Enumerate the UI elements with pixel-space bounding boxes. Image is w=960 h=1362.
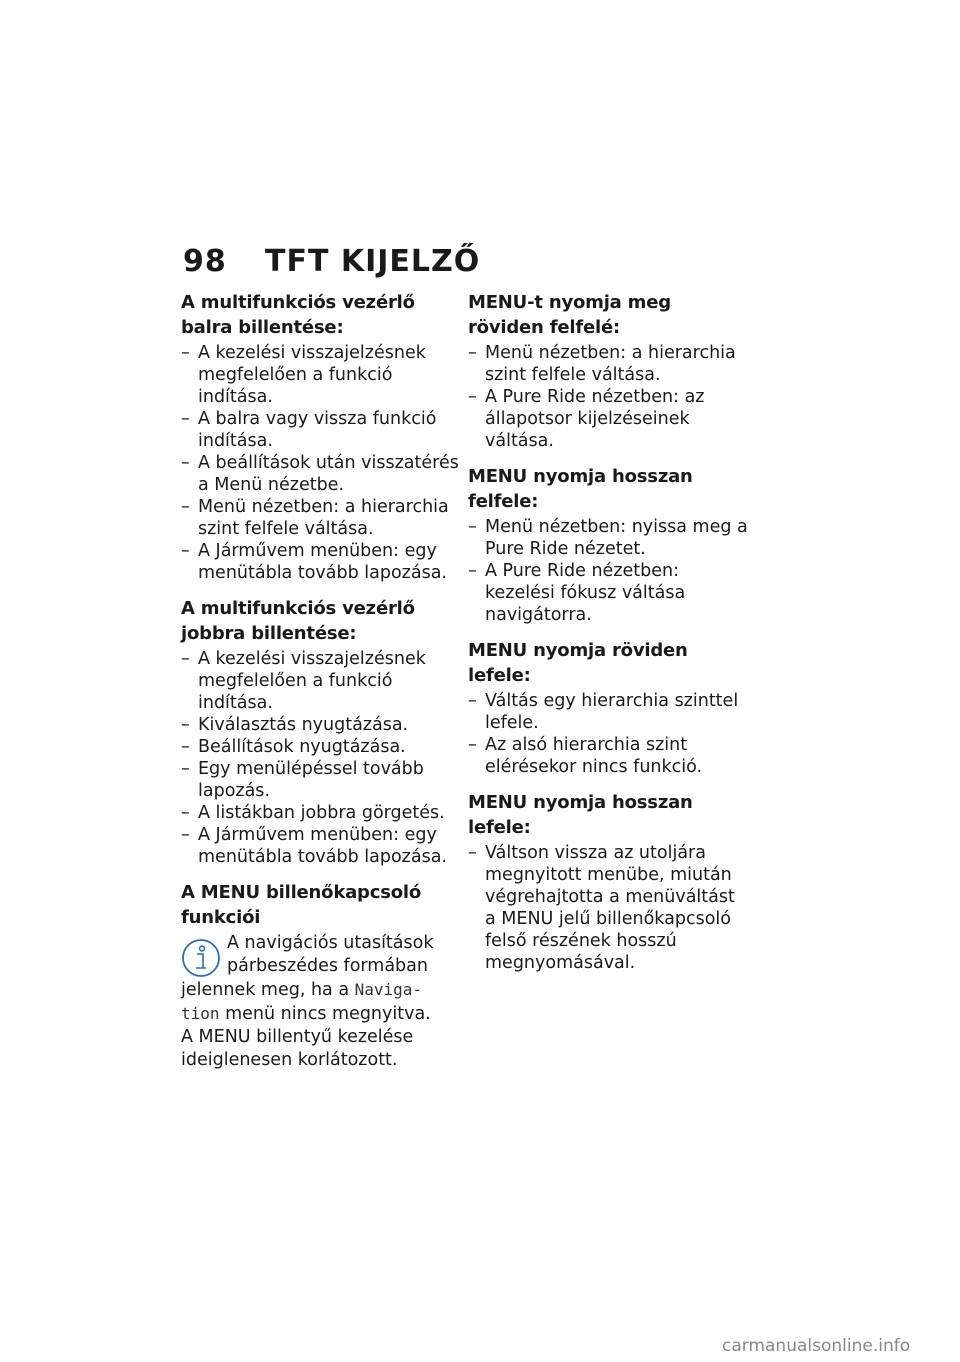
menu-restriction-text: A MENU billentyű kezelése ideiglenesen korlátozott. [181, 1027, 414, 1070]
list-item: – Az alsó hierarchia szint elérésekor nincs funkció. [468, 735, 703, 777]
list-item: – A kezelési visszajelzésnek megfelelően a funkció indítása. [181, 343, 426, 407]
bullet-list [181, 648, 461, 868]
page-number: 98 [183, 244, 227, 279]
section-menu-functions [181, 880, 461, 1072]
page-header [183, 244, 480, 280]
list-item: – Kiválasztás nyugtázása. [181, 715, 409, 735]
section-menu-long-down [468, 790, 748, 974]
bullet-list [468, 342, 748, 452]
section-heading: MENU nyomja röviden lefele: [468, 640, 688, 686]
list-item: – A listákban jobbra görgetés. [181, 803, 445, 823]
info-icon [181, 938, 221, 978]
right-column [468, 290, 748, 986]
list-item: – Váltson vissza az utoljára megnyitott menübe, miután végrehajtotta a menüváltást a MENU jelű billenőkapcsoló felső részének hosszú megnyomásával. [468, 843, 735, 973]
page-title: TFT KIJELZŐ [265, 244, 481, 279]
bullet-list [181, 342, 461, 584]
section-right-tilt [181, 596, 461, 868]
watermark: carmanualsonline.info [722, 1336, 911, 1356]
section-left-tilt [181, 290, 461, 584]
list-item: – Váltás egy hierarchia szinttel lefele. [468, 691, 739, 733]
section-heading: MENU nyomja hosszan felfele: [468, 466, 693, 512]
section-heading: A multifunkciós vezérlő balra billentése: [181, 292, 415, 338]
list-item: – A kezelési visszajelzésnek megfelelően a funkció indítása. [181, 649, 426, 713]
list-item: – A beállítások után visszatérés a Menü nézetbe. [181, 453, 459, 495]
section-menu-short-down [468, 638, 748, 778]
section-heading: MENU-t nyomja meg röviden felfelé: [468, 292, 671, 338]
left-column [181, 290, 461, 1084]
section-heading: A multifunkciós vezérlő jobbra billentése: [181, 598, 415, 644]
list-item: – A Járművem menüben: egy menütábla tovább lapozása. [181, 541, 447, 583]
list-item: – A balra vagy vissza funkció indítása. [181, 409, 437, 451]
section-heading: MENU nyomja hosszan lefele: [468, 792, 693, 838]
list-item: – A Pure Ride nézetben: az állapotsor kijelzéseinek váltása. [468, 387, 705, 451]
section-heading: A MENU billenőkapcsoló funkciói [181, 882, 422, 928]
section-menu-long-up [468, 464, 748, 626]
list-item: – A Járművem menüben: egy menütábla tovább lapozása. [181, 825, 447, 867]
list-item: – A Pure Ride nézetben: kezelési fókusz váltása navigátorra. [468, 561, 686, 625]
list-item: – Menü nézetben: a hierarchia szint felfele váltása. [181, 497, 449, 539]
info-note: A navigációs utasítások párbeszédes formában jelennek meg, ha a Naviga- tion menü nincs megnyitva. [181, 933, 434, 1024]
list-item: – Menü nézetben: nyissa meg a Pure Ride nézetet. [468, 517, 748, 559]
list-item: – Egy menülépéssel tovább lapozás. [181, 759, 424, 801]
list-item: – Menü nézetben: a hierarchia szint felfele váltása. [468, 343, 736, 385]
list-item: – Beállítások nyugtázása. [181, 737, 406, 757]
bullet-list [468, 516, 748, 626]
bullet-list [468, 842, 748, 974]
bullet-list [468, 690, 748, 778]
section-menu-short-up [468, 290, 748, 452]
